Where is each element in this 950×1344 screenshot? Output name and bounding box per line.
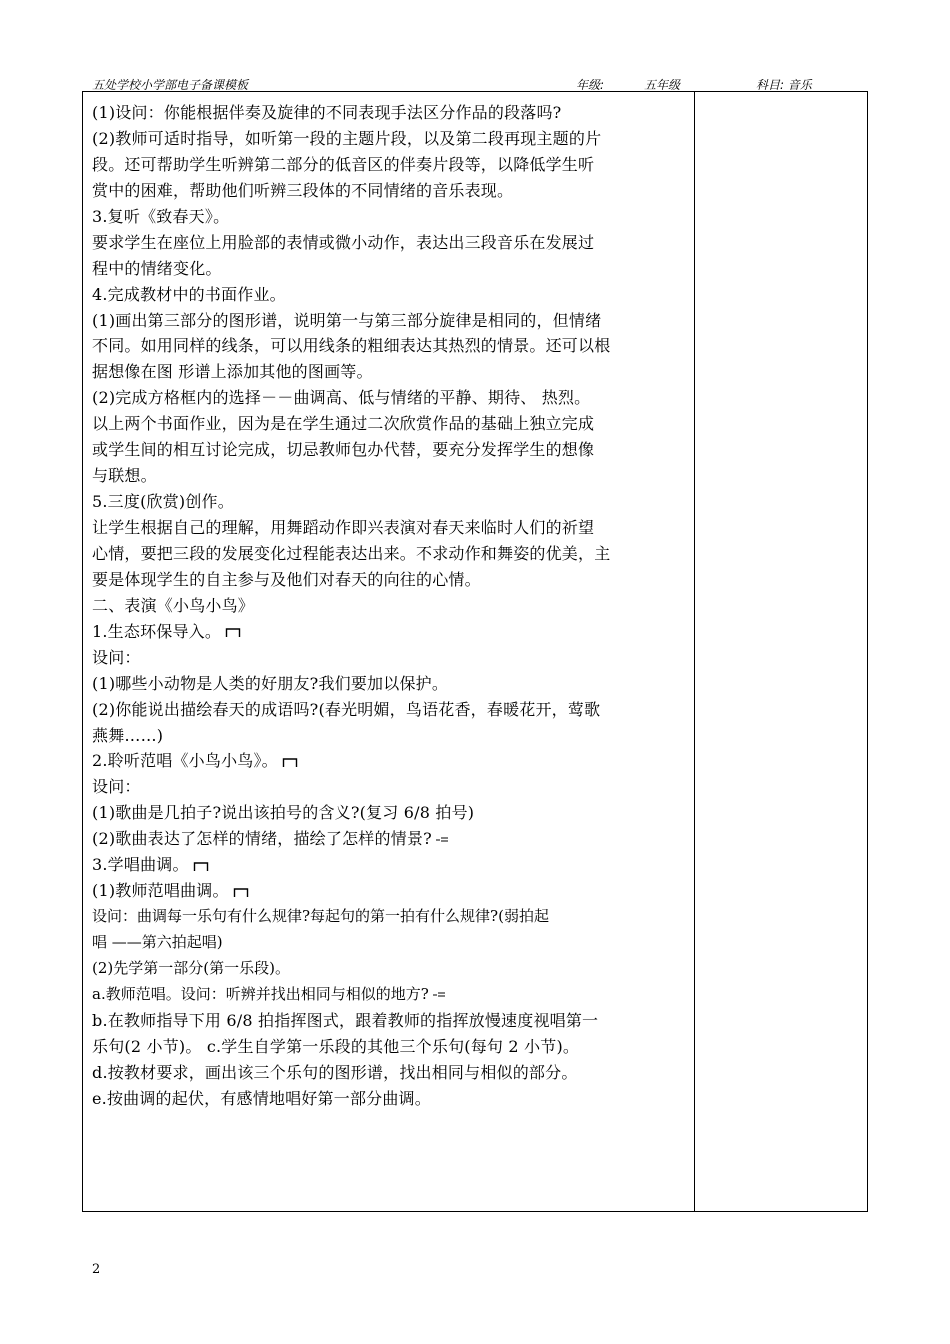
content-line xyxy=(92,1008,692,1034)
content-line xyxy=(92,774,692,800)
content-line xyxy=(92,359,692,385)
header-subject: 科目: 音乐 xyxy=(756,78,812,92)
content-line xyxy=(92,826,692,852)
content-line xyxy=(92,411,692,437)
content-line xyxy=(92,619,692,645)
page-number: 2 xyxy=(92,1262,101,1277)
content-line-text: (2)教师可适时指导，如听第一段的主题片段，以及第二段再现主题的片 xyxy=(92,128,602,148)
content-line-text: 乐句(2 小节)。 c.学生自学第一乐段的其他三个乐句(每句 2 小节)。 xyxy=(92,1036,580,1056)
content-line xyxy=(92,515,692,541)
content-line xyxy=(92,723,692,749)
content-line xyxy=(92,541,692,567)
content-line xyxy=(92,178,692,204)
content-line-text: d.按教材要求，画出该三个乐句的图形谱，找出相同与相似的部分。 xyxy=(92,1062,578,1082)
content-line-text: 段。还可帮助学生听辨第二部分的低音区的伴奏片段等，以降低学生听 xyxy=(92,154,595,174)
content-line-text: 燕舞……) xyxy=(92,725,164,745)
bracket-mark-icon xyxy=(233,885,249,899)
content-line xyxy=(92,463,692,489)
content-line-text: 心情，要把三段的发展变化过程能表达出来。不求动作和舞姿的优美，主 xyxy=(92,543,611,563)
content-line xyxy=(92,204,692,230)
content-line xyxy=(92,256,692,282)
content-line-text: 唱 ——第六拍起唱) xyxy=(92,933,223,951)
content-line xyxy=(92,282,692,308)
content-line xyxy=(92,1060,692,1086)
content-line-text: 要是体现学生的自主参与及他们对春天的向往的心情。 xyxy=(92,569,481,589)
content-line xyxy=(92,593,692,619)
content-line-text: (2)先学第一部分(第一乐段)。 xyxy=(92,958,290,977)
content-line-text: 3.复听《致春天》。 xyxy=(92,206,230,226)
content-line-text: (2)你能说出描绘春天的成语吗?(春光明媚，鸟语花香，春暖花开，莺歌 xyxy=(92,699,601,719)
content-line-text: 与联想。 xyxy=(92,466,157,486)
content-line-text: 设问： xyxy=(92,777,141,797)
content-line-text: 或学生间的相互讨论完成，切忌教师包办代替，要充分发挥学生的想像 xyxy=(92,440,595,460)
content-line xyxy=(92,697,692,723)
content-line-text: a.教师范唱。设问：听辨并找出相同与相似的地方? xyxy=(92,984,429,1003)
lesson-content-cell xyxy=(92,100,692,1112)
header-grade-label: 年级: xyxy=(576,78,605,92)
content-line xyxy=(92,100,692,126)
bracket-mark-icon xyxy=(282,755,298,769)
content-line xyxy=(92,333,692,359)
content-line xyxy=(92,385,692,411)
content-line xyxy=(92,1086,692,1112)
content-line-text: 以上两个书面作业，因为是在学生通过二次欣赏作品的基础上独立完成 xyxy=(92,414,595,434)
content-line xyxy=(92,567,692,593)
content-line-text: 4.完成教材中的书面作业。 xyxy=(92,284,286,304)
content-line xyxy=(92,878,692,904)
page-header xyxy=(92,76,868,92)
content-line-text: 不同。如用同样的线条，可以用线条的粗细表达其热烈的情景。还可以根 xyxy=(92,336,611,356)
content-line xyxy=(92,230,692,256)
content-line-text: (1)画出第三部分的图形谱，说明第一与第三部分旋律是相同的，但情绪 xyxy=(92,310,602,330)
content-line-text: e.按曲调的起伏，有感情地唱好第一部分曲调。 xyxy=(92,1088,431,1108)
content-line-text: (2)完成方格框内的选择－－曲调高、低与情绪的平静、期待、 热烈。 xyxy=(92,388,591,408)
content-line-text: (2)歌曲表达了怎样的情绪，描绘了怎样的情景? xyxy=(92,829,432,849)
content-line xyxy=(92,308,692,334)
lesson-plan-table xyxy=(82,91,868,1212)
content-line-text: 赏中的困难，帮助他们听辨三段体的不同情绪的音乐表现。 xyxy=(92,180,514,200)
bracket-mark-icon xyxy=(225,625,241,639)
content-line xyxy=(92,800,692,826)
content-line-text: 程中的情绪变化。 xyxy=(92,258,222,278)
content-line-text: 1.生态环保导入。 xyxy=(92,621,222,641)
content-line-text: 设问： xyxy=(92,647,141,667)
content-line-text: b.在教师指导下用 6/8 拍指挥图式，跟着教师的指挥放慢速度视唱第一 xyxy=(92,1010,599,1030)
header-grade-value: 五年级 xyxy=(644,78,681,92)
content-line xyxy=(92,152,692,178)
content-line xyxy=(92,956,692,982)
content-line xyxy=(92,645,692,671)
content-line xyxy=(92,852,692,878)
content-line-text: 3.学唱曲调。 xyxy=(92,855,189,875)
content-line-text: (1)哪些小动物是人类的好朋友?我们要加以保护。 xyxy=(92,673,449,693)
content-line-text: 让学生根据自己的理解，用舞蹈动作即兴表演对春天来临时人们的祈望 xyxy=(92,518,595,537)
content-line xyxy=(92,126,692,152)
content-line xyxy=(92,489,692,515)
content-line-text: 5.三度(欣赏)创作。 xyxy=(92,492,234,512)
content-line-text: 要求学生在座位上用脸部的表情或微小动作，表达出三段音乐在发展过 xyxy=(92,232,595,252)
content-line-text: (1)设问：你能根据伴奏及旋律的不同表现手法区分作品的段落吗? xyxy=(92,103,562,122)
content-line xyxy=(92,748,692,774)
content-line xyxy=(92,904,692,930)
bracket-mark-icon xyxy=(193,859,209,873)
return-mark-icon xyxy=(436,833,452,847)
content-line xyxy=(92,1034,692,1060)
content-line-text: 2.聆听范唱《小鸟小鸟》。 xyxy=(92,751,278,771)
return-mark-icon xyxy=(433,988,449,1002)
column-divider xyxy=(694,92,695,1211)
content-line-text: (1)歌曲是几拍子?说出该拍号的含义?(复习 6/8 拍号) xyxy=(92,803,475,823)
content-line xyxy=(92,671,692,697)
content-line xyxy=(92,982,692,1008)
content-line-text: 设问：曲调每一乐句有什么规律?每起句的第一拍有什么规律?(弱拍起 xyxy=(92,907,549,926)
content-line xyxy=(92,930,692,956)
header-school: 五处学校小学部电子备课模板 xyxy=(92,78,249,92)
content-line xyxy=(92,437,692,463)
content-line-text: 二、表演《小鸟小鸟》 xyxy=(92,595,255,615)
content-line-text: 据想像在图 形谱上添加其他的图画等。 xyxy=(92,362,373,382)
content-line-text: (1)教师范唱曲调。 xyxy=(92,881,229,901)
